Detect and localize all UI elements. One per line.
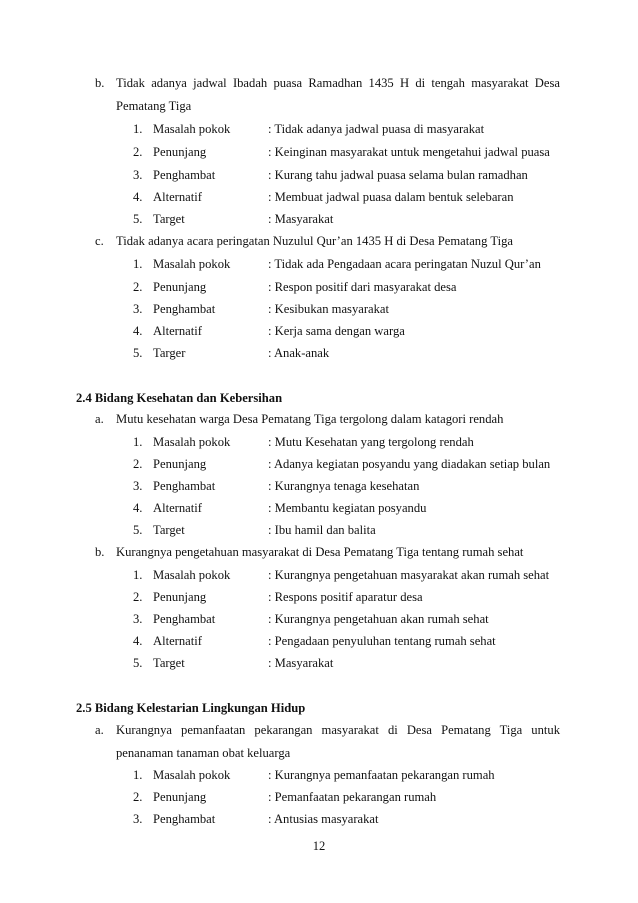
item-number: 5.: [133, 523, 143, 537]
item-label: Targer: [153, 346, 186, 360]
paragraph-line: Mutu kesehatan warga Desa Pematang Tiga tergolong dalam katagori rendah: [116, 412, 504, 426]
paragraph-line: Kurangnya pemanfaatan pekarangan masyarakat di Desa Pematang Tiga untuk: [116, 723, 560, 737]
item-value: : Adanya kegiatan posyandu yang diadakan setiap bulan: [268, 457, 551, 471]
list-marker: b.: [95, 545, 105, 559]
item-label: Penghambat: [153, 168, 216, 182]
page-number: 12: [312, 839, 326, 853]
item-label: Alternatif: [153, 190, 202, 204]
item-label: Masalah pokok: [153, 257, 231, 271]
item-number: 1.: [133, 768, 143, 782]
section-heading: 2.5 Bidang Kelestarian Lingkungan Hidup: [76, 701, 306, 715]
item-label: Alternatif: [153, 324, 202, 338]
item-label: Penunjang: [153, 280, 207, 294]
item-number: 2.: [133, 590, 143, 604]
item-value: : Kerja sama dengan warga: [268, 324, 405, 338]
paragraph-line: Kurangnya pengetahuan masyarakat di Desa Pematang Tiga tentang rumah sehat: [116, 545, 524, 559]
paragraph-line: Pematang Tiga: [116, 99, 192, 113]
paragraph-line: penanaman tanaman obat keluarga: [116, 746, 291, 760]
item-value: : Mutu Kesehatan yang tergolong rendah: [268, 435, 474, 449]
item-number: 4.: [133, 634, 143, 648]
item-value: : Tidak adanya jadwal puasa di masyarakat: [268, 122, 485, 136]
item-value: : Membantu kegiatan posyandu: [268, 501, 427, 515]
item-value: : Kesibukan masyarakat: [268, 302, 389, 316]
item-number: 4.: [133, 324, 143, 338]
item-number: 2.: [133, 790, 143, 804]
item-number: 1.: [133, 257, 143, 271]
item-number: 5.: [133, 656, 143, 670]
list-marker: b.: [95, 76, 105, 90]
section-heading: 2.4 Bidang Kesehatan dan Kebersihan: [76, 391, 283, 405]
item-value: : Membuat jadwal puasa dalam bentuk selebaran: [268, 190, 514, 204]
item-value: : Kurangnya pengetahuan akan rumah sehat: [268, 612, 489, 626]
item-value: : Masyarakat: [268, 212, 334, 226]
item-label: Penunjang: [153, 790, 207, 804]
item-label: Masalah pokok: [153, 122, 231, 136]
item-number: 1.: [133, 122, 143, 136]
item-number: 3.: [133, 302, 143, 316]
item-value: : Pengadaan penyuluhan tentang rumah sehat: [268, 634, 496, 648]
item-number: 3.: [133, 812, 143, 826]
item-label: Penghambat: [153, 812, 216, 826]
item-value: : Masyarakat: [268, 656, 334, 670]
item-label: Penghambat: [153, 479, 216, 493]
item-label: Masalah pokok: [153, 768, 231, 782]
item-number: 2.: [133, 280, 143, 294]
item-number: 5.: [133, 212, 143, 226]
item-value: : Kurangnya pemanfaatan pekarangan rumah: [268, 768, 495, 782]
item-label: Target: [153, 523, 185, 537]
item-number: 3.: [133, 612, 143, 626]
item-number: 1.: [133, 568, 143, 582]
item-number: 4.: [133, 501, 143, 515]
item-label: Masalah pokok: [153, 568, 231, 582]
item-label: Penunjang: [153, 145, 207, 159]
item-label: Target: [153, 212, 185, 226]
list-marker: a.: [95, 723, 104, 737]
item-label: Target: [153, 656, 185, 670]
item-label: Alternatif: [153, 634, 202, 648]
item-number: 5.: [133, 346, 143, 360]
item-value: : Anak-anak: [268, 346, 330, 360]
item-label: Penghambat: [153, 302, 216, 316]
paragraph-line: Tidak adanya acara peringatan Nuzulul Qur’an 1435 H di Desa Pematang Tiga: [116, 234, 513, 248]
item-label: Penghambat: [153, 612, 216, 626]
item-value: : Respon positif dari masyarakat desa: [268, 280, 457, 294]
item-value: : Kurangnya tenaga kesehatan: [268, 479, 420, 493]
paragraph-line: Tidak adanya jadwal Ibadah puasa Ramadhan 1435 H di tengah masyarakat Desa: [116, 76, 560, 90]
item-number: 2.: [133, 145, 143, 159]
item-value: : Ibu hamil dan balita: [268, 523, 376, 537]
item-label: Penunjang: [153, 590, 207, 604]
item-label: Penunjang: [153, 457, 207, 471]
item-value: : Tidak ada Pengadaan acara peringatan Nuzul Qur’an: [268, 257, 541, 271]
item-value: : Pemanfaatan pekarangan rumah: [268, 790, 437, 804]
item-value: : Kurangnya pengetahuan masyarakat akan rumah sehat: [268, 568, 550, 582]
item-number: 1.: [133, 435, 143, 449]
item-label: Alternatif: [153, 501, 202, 515]
item-value: : Keinginan masyarakat untuk mengetahui jadwal puasa: [268, 145, 550, 159]
item-value: : Respons positif aparatur desa: [268, 590, 423, 604]
item-value: : Kurang tahu jadwal puasa selama bulan ramadhan: [268, 168, 528, 182]
item-label: Masalah pokok: [153, 435, 231, 449]
list-marker: c.: [95, 234, 104, 248]
item-number: 3.: [133, 479, 143, 493]
item-number: 2.: [133, 457, 143, 471]
item-number: 3.: [133, 168, 143, 182]
item-number: 4.: [133, 190, 143, 204]
item-value: : Antusias masyarakat: [268, 812, 379, 826]
list-marker: a.: [95, 412, 104, 426]
